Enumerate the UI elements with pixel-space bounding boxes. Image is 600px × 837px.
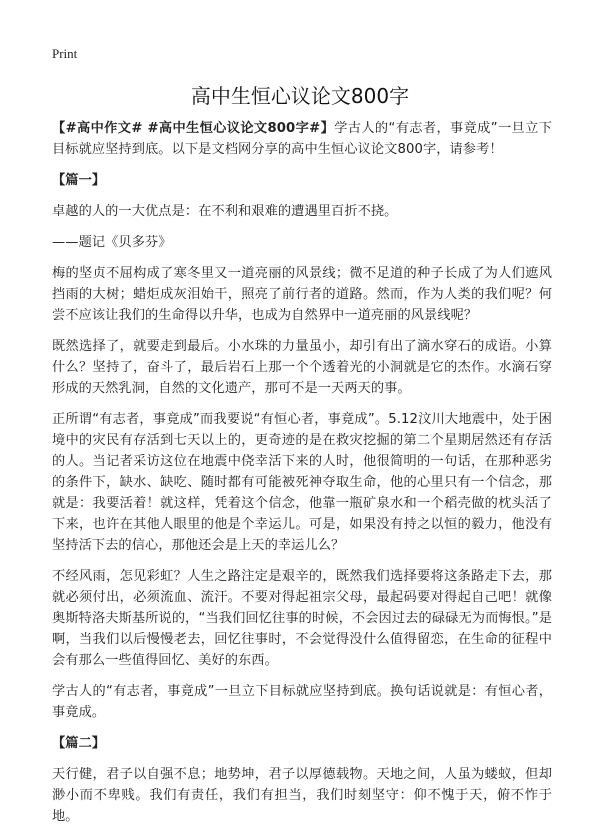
paragraph: 正所谓“有志者，事竟成”而我要说“有恒心者，事竟成”。5.12汶川大地震中，处于困境中的灾民有存活到七天以上的，更奇迹的是在救灾挖掘的第二个星期居然还有存活的人。当记者采访这位在地震中侥幸活下来的人时，他很简明的一句话，在那种恶劣的条件下，缺水、缺吃、随时都有可能被死神夺取生命，他的心里只有一个信念，那就是：我要活着！就这样，凭着这个信念，他靠一瓶矿泉水和一个稻壳做的枕头活了下来，也许在其他人眼里的他是个幸运儿。可是，如果没有持之以恒的毅力，他没有坚持活下去的信心，那他还会是上天的幸运儿么？ [52, 412, 552, 553]
intro-paragraph [52, 118, 552, 160]
intro-text: 学古人的“有志者，事竟成”一旦立下目标就应坚持到底。以下是文档网分享的高中生恒心议论文800字，请参考！ [52, 121, 552, 157]
paragraph: 学古人的“有志者，事竟成”一旦立下目标就应坚持到底。换句话说就是：有恒心者，事竟成。 [52, 684, 552, 720]
paragraph: 不经风雨，怎见彩虹？人生之路注定是艰辛的，既然我们选择要将这条路走下去，那就必须付出，必须流血、流汗。不要对得起祖宗父母，最起码要对得起自己吧！就像奥斯特洛夫斯基所说的，“当我们回忆往事的时候，不会因过去的碌碌无为而悔恨。”是啊，当我们以后慢慢老去，回忆往事时，不会觉得没什么值得留恋，在生命的征程中会有那么一些值得回忆、美好的东西。 [52, 569, 552, 668]
paragraph: 天行健，君子以自强不息；地势坤，君子以厚德载物。天地之间，人虽为蝼蚁，但却渺小而不卑贱。我们有责任，我们有担当，我们时刻坚守：仰不愧于天，俯不怍于地。 [52, 767, 552, 824]
page-title: 高中生恒心议论文800字 [190, 84, 410, 108]
paragraph: 梅的坚贞不屈构成了寒冬里又一道亮丽的风景线；微不足道的种子长成了为人们遮风挡雨的大树；蜡炬成灰泪始干，照亮了前行者的道路。然而，作为人类的我们呢？何尝不应该让我们的生命得以升华，也成为自然界中一道亮丽的风景线呢？ [52, 266, 552, 323]
section-heading-1: 【篇一】 [52, 173, 106, 188]
paragraph: 卓越的人的一大优点是：在不利和艰难的遭遇里百折不挠。 [52, 204, 398, 219]
article-body [52, 118, 552, 837]
intro-tag: 【#高中作文# #高中生恒心议论文800字#】 [52, 121, 335, 136]
paragraph: 既然选择了，就要走到最后。小水珠的力量虽小，却引有出了滴水穿石的成语。小算什么？坚持了，奋斗了，最后岩石上那一个个透着光的小洞就是它的杰作。水滴石穿形成的天然乳洞，自然的文化遗产，那可不是一天两天的事。 [52, 339, 552, 396]
epigraph-attribution: ——题记《贝多芬》 [52, 235, 172, 250]
section-heading-2: 【篇二】 [52, 736, 106, 751]
print-link[interactable]: Print [52, 46, 78, 61]
